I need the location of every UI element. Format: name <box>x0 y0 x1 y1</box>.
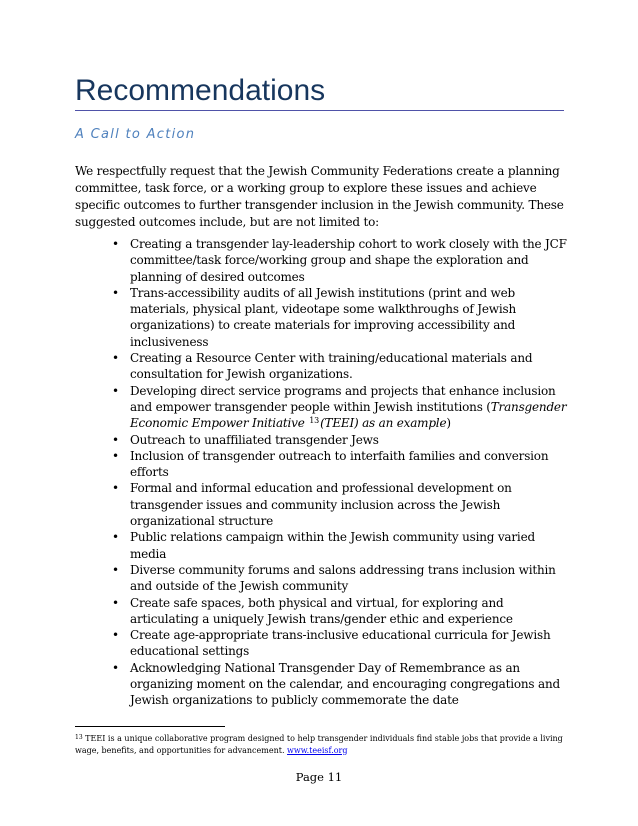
bullet-icon: • <box>112 383 119 398</box>
footnote-separator <box>75 726 225 727</box>
footnote-text: TEEI is a unique collaborative program designed to help transgender individuals find stable jobs that provide a living wage, benefits, and opportunities for advancement. <box>75 734 563 755</box>
bullet-icon: • <box>112 285 119 300</box>
list-item <box>112 480 570 529</box>
bullet-icon: • <box>112 432 119 447</box>
bullet-icon: • <box>112 530 119 545</box>
list-item-text: Acknowledging National Transgender Day of Remembrance as an organizing moment on the calendar, and encouraging congregations and Jewish organizations to publicly commemorate the date <box>130 660 560 708</box>
bullet-icon: • <box>112 237 119 251</box>
list-item-text: Formal and informal education and professional development on transgender issues and community inclusion across the Jewish organizational structure <box>130 481 512 529</box>
page-number: Page 11 <box>295 770 343 784</box>
list-item <box>112 595 570 628</box>
list-item <box>112 432 570 448</box>
list-item <box>112 529 570 562</box>
section-subtitle: A Call to Action <box>75 127 196 142</box>
list-item-text: Trans-accessibility audits of all Jewish institutions (print and web materials, physical plant, videotape some walkthroughs of Jewish organizations) to create materials for improving accessibility and inclusiveness <box>130 285 517 349</box>
list-item <box>112 660 570 709</box>
bullet-icon: • <box>112 660 119 675</box>
title-divider <box>75 110 564 111</box>
list-item <box>112 627 570 660</box>
list-item-text: Developing direct service programs and projects that enhance inclusion and empower transgender people within Jewish institutions ( <box>130 383 556 414</box>
list-item-text: Create safe spaces, both physical and virtual, for exploring and articulating a uniquely Jewish trans/gender ethic and experience <box>130 595 513 626</box>
list-item-text: Creating a transgender lay-leadership cohort to work closely with the JCF committee/task force/working group and shape the exploration and planning of desired outcomes <box>130 237 567 284</box>
list-item <box>112 383 570 432</box>
bullet-icon: • <box>112 628 119 643</box>
list-item <box>112 350 570 383</box>
list-item-text: Creating a Resource Center with training/educational materials and consultation for Jewish organizations. <box>130 351 533 382</box>
footnote-reference[interactable]: 13 <box>309 416 320 426</box>
bullet-icon: • <box>112 351 119 366</box>
footnote-link[interactable]: www.teeisf.org <box>287 745 348 755</box>
intro-paragraph: We respectfully request that the Jewish Community Federations create a planning committee, task force, or a working group to explore these issues and achieve specific outcomes to further transgender inclusion in the Jewish community. These suggested outcomes include, but are not limited to: <box>75 164 564 229</box>
list-item-text: Inclusion of transgender outreach to interfaith families and conversion efforts <box>130 448 549 480</box>
list-item-text: Public relations campaign within the Jewish community using varied media <box>130 530 535 561</box>
list-item <box>112 236 570 285</box>
list-item <box>112 448 570 481</box>
bullet-icon: • <box>112 448 119 463</box>
teei-example-note: (TEEI) as an example <box>320 416 447 431</box>
list-item-text: Diverse community forums and salons addressing trans inclusion within and outside of the Jewish community <box>130 562 556 594</box>
list-item <box>112 562 570 595</box>
list-item-text-end: ) <box>446 416 451 431</box>
teei-program-name: Transgender Economic Empower Initiative <box>130 399 567 431</box>
list-item-text: Outreach to unaffiliated transgender Jews <box>130 432 379 447</box>
recommendations-list <box>112 236 570 709</box>
list-item <box>112 285 570 350</box>
footnote-number: 13 <box>75 734 83 741</box>
page-title: Recommendations <box>75 74 326 107</box>
footnote <box>75 732 567 756</box>
bullet-icon: • <box>112 562 119 577</box>
bullet-icon: • <box>112 481 119 496</box>
bullet-icon: • <box>112 595 119 610</box>
list-item-text: Create age-appropriate trans-inclusive educational curricula for Jewish educational settings <box>130 628 551 659</box>
